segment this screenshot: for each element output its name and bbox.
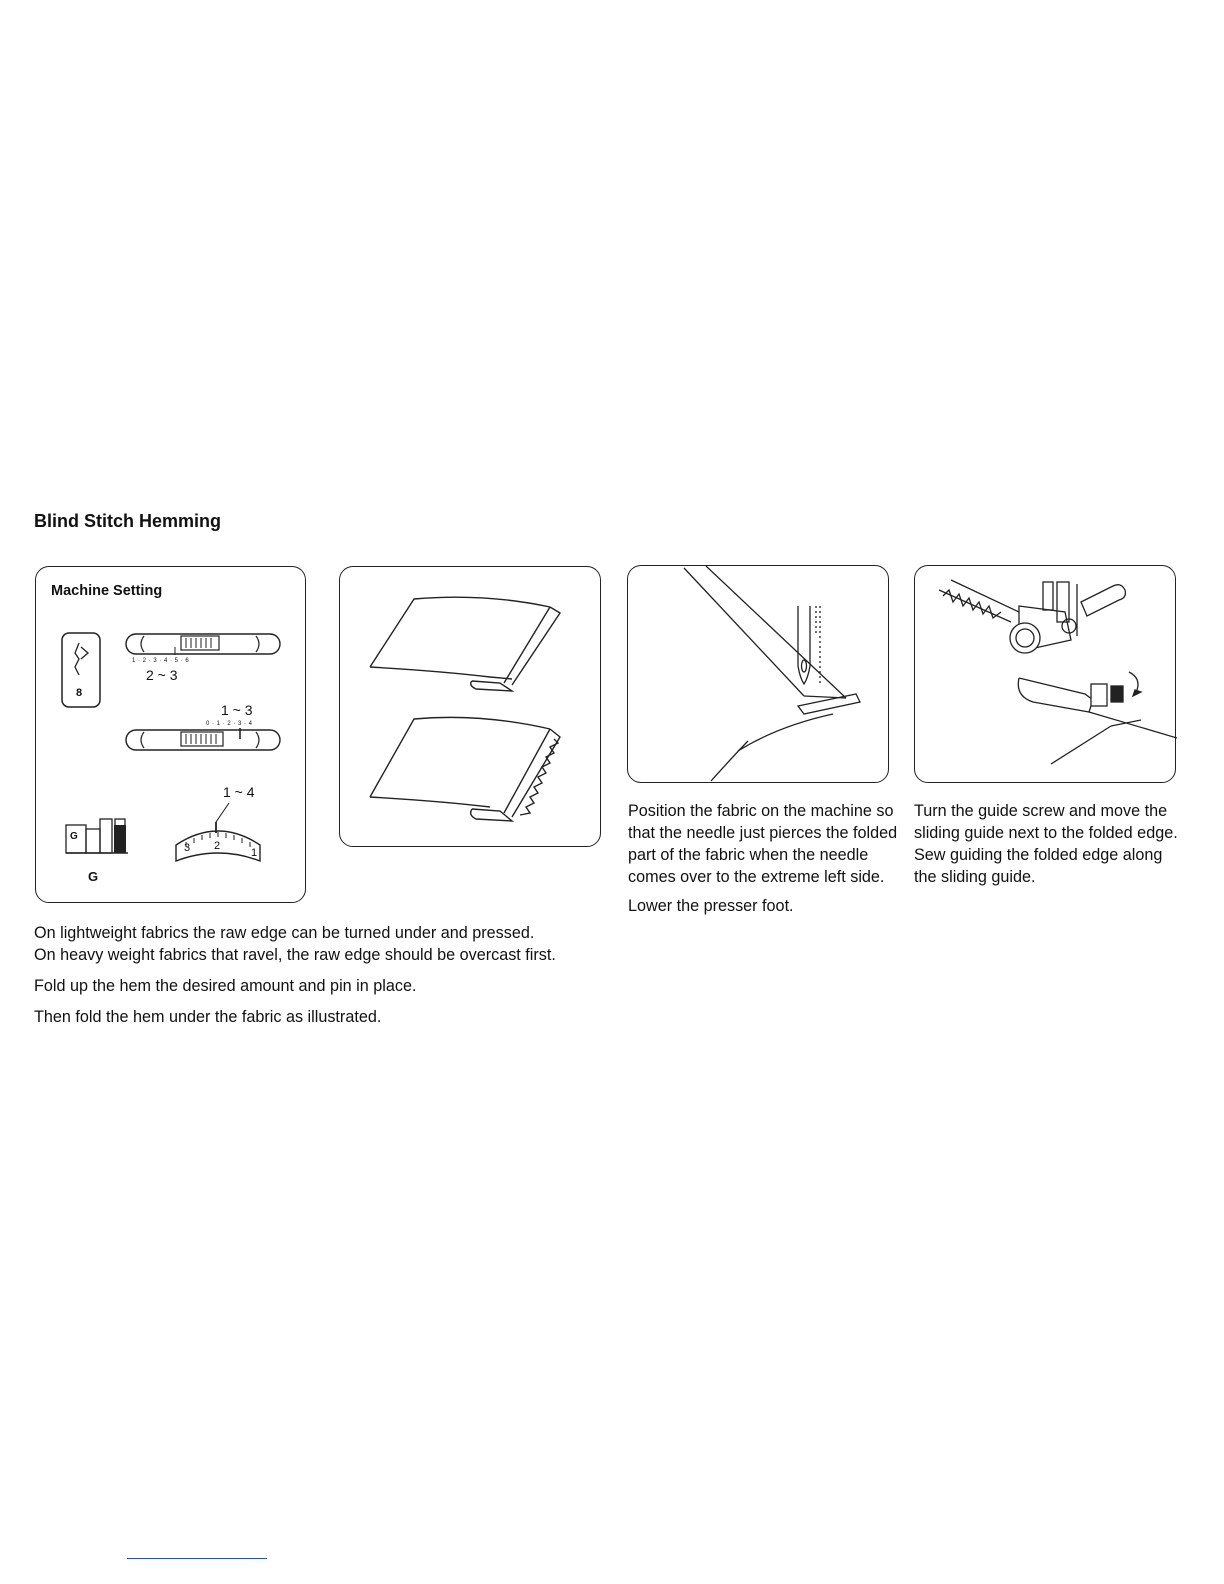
paragraph-lightweight [34,922,614,966]
folded-fabric-bottom [370,717,560,821]
paragraph-lightweight-text: On lightweight fabrics the raw edge can be turned under and pressed. [34,924,535,942]
folded-fabric-top [370,597,560,691]
stitch-width-scale: 1 · 2 · 3 · 4 · 5 · 6 [132,658,190,664]
instructions-column-3 [628,800,898,924]
needle-position-panel [627,565,889,783]
instructions-column-4 [914,800,1184,888]
machine-setting-illustration [36,567,307,904]
machine-setting-panel [35,566,306,903]
paragraph-fold-up: Fold up the hem the desired amount and pin in place. [34,977,417,995]
tension-dial-number-2: 2 [214,840,221,852]
tension-range: 1 ~ 4 [223,784,255,800]
foot-label: G [88,869,99,884]
paragraph-position-fabric: Position the fabric on the machine so that the needle just pierces the folded part of the fabric when the needle comes over to the extreme left side. [628,802,898,886]
folded-fabric-illustration [340,567,602,848]
tension-dial-number-1: 1 [251,847,258,859]
paragraph-fold-under: Then fold the hem under the fabric as illustrated. [34,1008,382,1026]
paragraph-guide-screw: Turn the guide screw and move the sliding guide next to the folded edge. Sew guiding the folded edge along the sliding guide. [914,802,1178,886]
stitch-width-slider-icon [126,634,280,655]
page-title: Blind Stitch Hemming [34,511,222,531]
pattern-number: 8 [76,687,83,699]
sliding-guide-panel [914,565,1176,783]
stitch-length-slider-icon [126,728,280,750]
footer-rule [127,1558,267,1559]
stitch-length-range: 1 ~ 3 [221,702,253,718]
foot-letter: G [70,831,78,842]
folded-hem-illustration-panel [339,566,601,847]
instructions-column-1 [34,922,614,1037]
stitch-width-range: 2 ~ 3 [146,667,178,683]
machine-setting-label: Machine Setting [51,583,163,599]
needle-illustration [628,566,890,784]
paragraph-heavyweight-text: On heavy weight fabrics that ravel, the raw edge should be overcast first. [34,946,556,964]
paragraph-lower-foot: Lower the presser foot. [628,897,794,915]
tension-dial-number-3: 3 [184,842,191,854]
stitch-length-scale: 0 · 1 · 2 · 3 · 4 [206,721,253,727]
sliding-guide-illustration [915,566,1177,784]
